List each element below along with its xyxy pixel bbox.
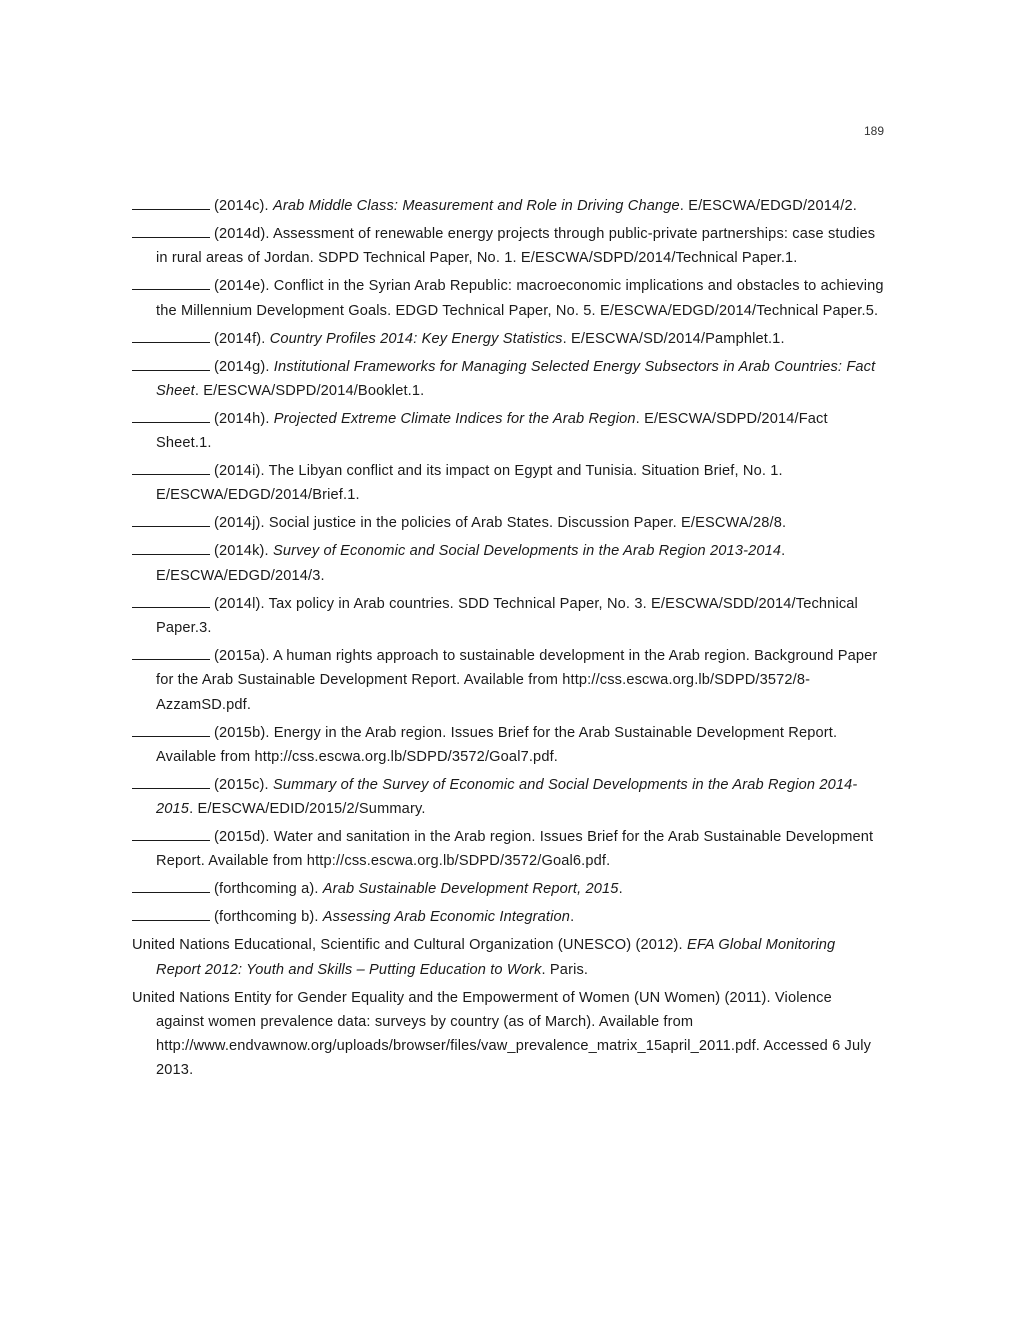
reference-title: Institutional Frameworks for Managing Selected Energy Subsectors in Arab Countries: Fact Sheet <box>156 358 876 399</box>
author-repeat-rule <box>132 275 210 290</box>
reference-entry <box>132 592 884 641</box>
author-repeat-rule <box>132 540 210 555</box>
reference-entry <box>132 825 884 874</box>
reference-text: (2015b). Energy in the Arab region. Issues Brief for the Arab Sustainable Development Report. Available from http://css.escwa.org.lb/SDPD/3572/Goal7.pdf. <box>156 724 838 765</box>
author-repeat-rule <box>132 593 210 608</box>
reference-text: (2014d). Assessment of renewable energy projects through public-private partnerships: case studies in rural areas of Jordan. SDPD Technical Paper, No. 1. E/ESCWA/SDPD/2014/Technical Paper.1. <box>156 225 876 267</box>
reference-entry <box>132 644 884 717</box>
author-repeat-rule <box>132 328 210 343</box>
reference-title: Arab Middle Class: Measurement and Role in Driving Change <box>272 198 680 214</box>
reference-text: United Nations Educational, Scientific and Cultural Organization (UNESCO) (2012). <box>132 937 687 954</box>
reference-title: Arab Sustainable Development Report, 2015 <box>322 881 619 898</box>
reference-entry <box>132 877 884 901</box>
reference-text: (forthcoming b). <box>214 909 323 926</box>
author-repeat-rule <box>132 645 210 660</box>
reference-entry <box>132 511 884 535</box>
author-repeat-rule <box>132 774 210 789</box>
reference-text: (2014l). Tax policy in Arab countries. SDD Technical Paper, No. 3. E/ESCWA/SDD/2014/Technical Paper.3. <box>156 595 858 636</box>
reference-entry <box>132 355 884 404</box>
reference-text: . <box>570 909 575 926</box>
reference-text: United Nations Entity for Gender Equality and the Empowerment of Women (UN Women) (2011). Violence against women prevalence data: surveys by country (as of March). Available from http://www.endvawnow.org/uploads/browser/files/vaw_prevalence_matrix_15april_2011.pdf. Accessed 6 July 2013. <box>132 989 872 1079</box>
reference-entry <box>132 274 884 323</box>
author-repeat-rule <box>132 906 210 921</box>
reference-entry <box>132 933 884 982</box>
reference-text: (2014j). Social justice in the policies of Arab States. Discussion Paper. E/ESCWA/28/8. <box>214 515 787 532</box>
reference-text: (2014c). <box>214 198 273 214</box>
reference-text: . E/ESCWA/EDGD/2014/3. <box>156 543 786 584</box>
reference-title: Country Profiles 2014: Key Energy Statistics <box>269 330 563 347</box>
reference-text: (forthcoming a). <box>214 881 323 898</box>
author-repeat-rule <box>132 223 210 238</box>
reference-text: . E/ESCWA/EDID/2015/2/Summary. <box>189 801 426 818</box>
reference-entry <box>132 539 884 588</box>
reference-title: Assessing Arab Economic Integration <box>322 909 571 926</box>
reference-text: . E/ESCWA/SDPD/2014/Fact Sheet.1. <box>156 410 828 452</box>
reference-entry <box>132 986 884 1083</box>
reference-text: . E/ESCWA/EDGD/2014/2. <box>679 198 857 214</box>
reference-entry <box>132 407 884 456</box>
reference-entry <box>132 327 884 351</box>
page-number: 189 <box>863 124 884 138</box>
reference-text: (2015d). Water and sanitation in the Arab region. Issues Brief for the Arab Sustainable Development Report. Available from http://css.escwa.org.lb/SDPD/3572/Goal6.pdf. <box>156 829 874 870</box>
reference-title: Survey of Economic and Social Developments in the Arab Region 2013-2014 <box>272 543 782 560</box>
reference-text: . E/ESCWA/SD/2014/Pamphlet.1. <box>562 330 785 347</box>
reference-entry <box>132 459 884 508</box>
reference-text: (2015c). <box>214 776 273 793</box>
reference-entry <box>132 773 884 822</box>
reference-text: (2014k). <box>214 543 273 560</box>
reference-entry <box>132 194 884 218</box>
reference-title: Summary of the Survey of Economic and Social Developments in the Arab Region 2014-2015 <box>156 776 858 818</box>
reference-title: EFA Global Monitoring Report 2012: Youth and Skills – Putting Education to Work <box>156 937 836 978</box>
reference-text: (2014f). <box>214 330 270 347</box>
reference-text: (2014g). <box>214 358 274 375</box>
author-repeat-rule <box>132 408 210 423</box>
reference-text: (2014e). Conflict in the Syrian Arab Republic: macroeconomic implications and obstacles to achieving the Millennium Development Goals. EDGD Technical Paper, No. 5. E/ESCWA/EDGD/2014/Technical Paper.5. <box>156 278 884 319</box>
reference-list <box>132 194 884 1086</box>
reference-entry <box>132 905 884 929</box>
author-repeat-rule <box>132 722 210 737</box>
reference-text: . E/ESCWA/SDPD/2014/Booklet.1. <box>194 382 425 399</box>
author-repeat-rule <box>132 878 210 893</box>
reference-text: . Paris. <box>541 961 589 978</box>
author-repeat-rule <box>132 460 210 475</box>
author-repeat-rule <box>132 512 210 527</box>
author-repeat-rule <box>132 356 210 371</box>
reference-text: . <box>618 881 623 898</box>
reference-text: (2014h). <box>214 410 274 427</box>
reference-title: Projected Extreme Climate Indices for the Arab Region <box>273 410 636 427</box>
reference-text: (2015a). A human rights approach to sustainable development in the Arab region. Background Paper for the Arab Sustainable Development Report. Available from http://css.escwa.org.lb/SDPD/3572/8-AzzamSD.pdf. <box>156 647 878 713</box>
author-repeat-rule <box>132 195 210 210</box>
reference-entry <box>132 222 884 271</box>
author-repeat-rule <box>132 826 210 841</box>
reference-text: (2014i). The Libyan conflict and its impact on Egypt and Tunisia. Situation Brief, No. 1. E/ESCWA/EDGD/2014/Brief.1. <box>156 463 783 504</box>
reference-entry <box>132 721 884 770</box>
